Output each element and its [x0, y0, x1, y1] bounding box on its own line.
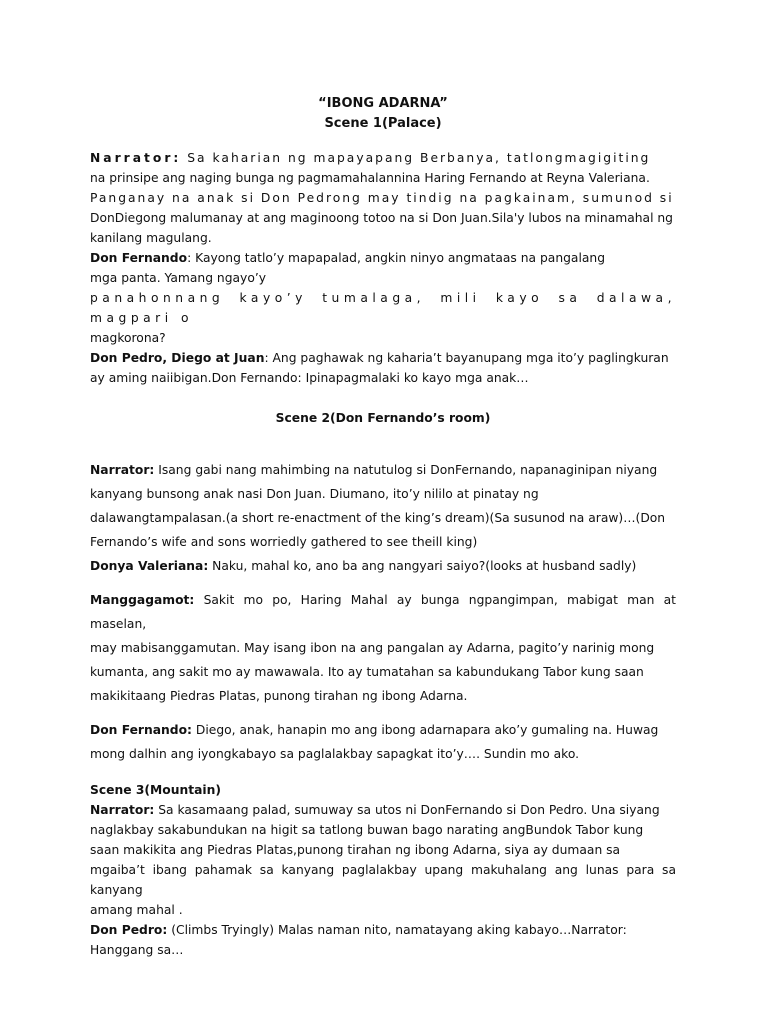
s2-narrator-line-1: Narrator: Isang gabi nang mahimbing na natutulog si DonFernando, napanaginipan niyang [90, 463, 658, 477]
manggagamot-line-3: kumanta, ang sakit mo ay mawawala. Ito ay tumatahan sa kabundukang Tabor kung saan [90, 665, 644, 679]
speaker-narrator: Narrator: [90, 463, 155, 477]
s2-fernando-line-1: Don Fernando: Diego, anak, hanapin mo ang ibong adarnapara ako’y gumaling na. Huwag [90, 723, 659, 737]
pedro-line-1: Don Pedro: (Climbs Tryingly) Malas naman nito, namatayang aking kabayo…Narrator: [90, 923, 627, 937]
valeriana-line-1: Donya Valeriana: Naku, mahal ko, ano ba ang nangyari saiyo?(looks at husband sadly) [90, 559, 637, 573]
scene-1-heading: Scene 1(Palace) [324, 116, 442, 131]
scene-1-narrator-paragraph [90, 148, 676, 248]
narrator-line-4: DonDiegong malumanay at ang maginoong totoo na si Don Juan.Sila'y lubos na minamahal ng [90, 211, 673, 225]
speaker-manggagamot: Manggagamot: [90, 593, 195, 607]
fernando-line-3: panahonnang kayo’y tumalaga, mili kayo sa dalawa, magpari o [90, 291, 676, 325]
fernando-line-1: Don Fernando: Kayong tatlo’y mapapalad, angkin ninyo angmataas na pangalang [90, 251, 606, 265]
document-title: “IBONG ADARNA” [318, 96, 448, 111]
scene-1-fernando-paragraph [90, 248, 676, 348]
scene-2-fernando-paragraph [90, 718, 676, 766]
scene-3-heading: Scene 3(Mountain) [90, 783, 221, 797]
pedro-line-2: Hanggang sa… [90, 943, 184, 957]
speaker-donya-valeriana: Donya Valeriana: [90, 559, 209, 573]
scene-3-narrator-paragraph [90, 800, 676, 920]
s3-narrator-line-4: mgaiba’t ibang pahamak sa kanyang paglalakbay upang makuhalang ang lunas para sa kanyang [90, 863, 676, 897]
narrator-line-5: kanilang magulang. [90, 231, 212, 245]
scene-2-heading: Scene 2(Don Fernando’s room) [275, 411, 491, 425]
narrator-line-1: Narrator: Sa kaharian ng mapayapang Berbanya, tatlongmagigiting [90, 151, 651, 165]
s2-fernando-line-2: mong dalhin ang iyongkabayo sa paglalakbay sapagkat ito’y…. Sundin mo ako. [90, 747, 580, 761]
narrator-line-3: Panganay na anak si Don Pedrong may tindig na pagkainam, sumunod si [90, 191, 674, 205]
s2-narrator-line-3: dalawangtampalasan.(a short re-enactment of the king’s dream)(Sa susunod na araw)…(Don [90, 511, 666, 525]
scene-2-narrator-paragraph [90, 458, 676, 554]
manggagamot-line-4: makikitaang Piedras Platas, punong tirahan ng ibong Adarna. [90, 689, 468, 703]
brothers-line-1: Don Pedro, Diego at Juan: Ang paghawak ng kaharia’t bayanupang mga ito’y paglingkuran [90, 351, 669, 365]
speaker-don-pedro: Don Pedro: [90, 923, 168, 937]
s3-narrator-line-3: saan makikita ang Piedras Platas,punong tirahan ng ibong Adarna, siya ay dumaan sa [90, 843, 621, 857]
scene-2-manggagamot-paragraph [90, 588, 676, 708]
manggagamot-line-1: Manggagamot: Sakit mo po, Haring Mahal ay bunga ngpangimpan, mabigat man at maselan, [90, 593, 676, 631]
speaker-brothers: Don Pedro, Diego at Juan [90, 351, 265, 365]
s3-narrator-line-2: naglakbay sakabundukan na higit sa tatlong buwan bago narating angBundok Tabor kung [90, 823, 644, 837]
speaker-narrator: Narrator: [90, 803, 155, 817]
s3-narrator-line-1: Narrator: Sa kasamaang palad, sumuway sa utos ni DonFernando si Don Pedro. Una siyang [90, 803, 660, 817]
s3-narrator-line-5: amang mahal . [90, 903, 183, 917]
speaker-don-fernando: Don Fernando [90, 251, 188, 265]
speaker-narrator: Narrator: [90, 151, 182, 165]
narrator-line-2: na prinsipe ang naging bunga ng pagmamahalannina Haring Fernando at Reyna Valeriana. [90, 171, 650, 185]
fernando-line-4: magkorona? [90, 331, 166, 345]
scene-3-pedro-paragraph [90, 920, 676, 960]
document-page [90, 94, 676, 960]
manggagamot-line-2: may mabisanggamutan. May isang ibon na ang pangalan ay Adarna, pagito’y narinig mong [90, 641, 655, 655]
brothers-line-2: ay aming naiibigan.Don Fernando: Ipinapagmalaki ko kayo mga anak… [90, 371, 529, 385]
s2-narrator-line-4: Fernando’s wife and sons worriedly gathered to see theill king) [90, 535, 478, 549]
scene-1-brothers-paragraph [90, 348, 676, 388]
s2-narrator-line-2: kanyang bunsong anak nasi Don Juan. Diumano, ito’y nililo at pinatay ng [90, 487, 539, 501]
speaker-don-fernando: Don Fernando: [90, 723, 192, 737]
fernando-line-2: mga panta. Yamang ngayo’y [90, 271, 267, 285]
scene-2-valeriana-paragraph [90, 554, 676, 578]
